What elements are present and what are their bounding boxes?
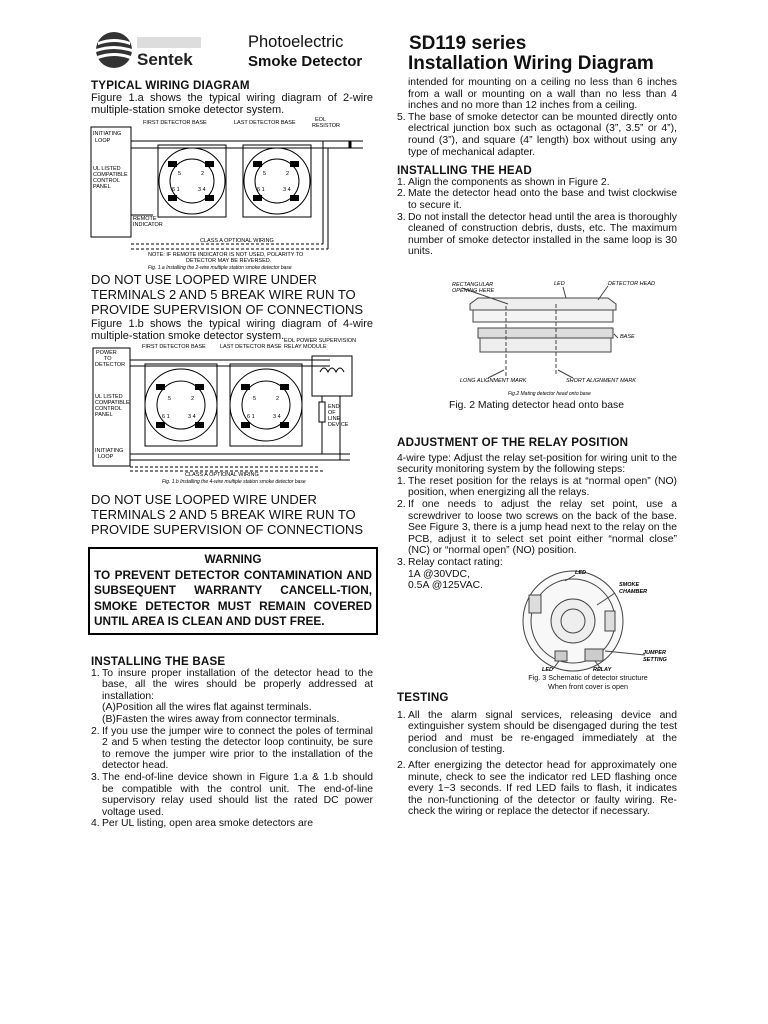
fig1b-intro: Figure 1.b shows the typical wiring diagram of 4-wire multiple-station smoke detector system.	[91, 318, 373, 342]
warning-title: WARNING	[204, 552, 262, 566]
svg-text:5: 5	[263, 171, 267, 177]
fig1b-eol-device-4: DEVICE	[328, 422, 349, 428]
fig1b-panel-2: COMPATIBLE	[95, 400, 130, 406]
fig1b-eol-device-3: LINE	[328, 416, 341, 422]
fig1b-eol-relay-2: RELAY MODULE	[284, 344, 327, 350]
head-list	[397, 177, 677, 258]
fig1b-class-a: CLASS A OPTIONAL WIRING	[185, 472, 259, 478]
fig1b-init-2: LOOP	[98, 454, 114, 460]
list-item: 2. Mate the detector head onto the base and twist clockwise to secure it.	[397, 188, 677, 211]
base-list	[91, 668, 373, 830]
relay-heading: ADJUSTMENT OF THE RELAY POSITION	[397, 436, 629, 449]
svg-text:3 4: 3 4	[273, 414, 281, 420]
list-item: 1. All the alarm signal services, releasing device and extinguisher system should be disengaged during the test period and must be re-engaged immediately at the conclusion of testing.	[397, 709, 677, 756]
list-item: 3. Relay contact rating:	[397, 556, 503, 568]
svg-text:5: 5	[168, 396, 172, 402]
logo-text: Sentek	[137, 50, 193, 69]
warning-text: TO PREVENT DETECTOR CONTAMINATION AND SUBSEQUENT WARRANTY CANCELL-TION, SMOKE DETECTOR MUST REMAIN COVERED UNTIL AREA IS CLEAN AND DUST FREE.	[94, 567, 372, 628]
fig1b-last-base: LAST DETECTOR BASE	[220, 344, 282, 350]
fig1a-panel-2: COMPATIBLE	[93, 172, 128, 178]
base-heading: INSTALLING THE BASE	[91, 655, 226, 668]
svg-text:3 4: 3 4	[198, 187, 206, 193]
fig1a-remote-2: INDICATOR	[133, 222, 163, 228]
fig1b-panel-4: PANEL	[95, 412, 113, 418]
fig3-jumper-2: SETTING	[643, 657, 667, 663]
cont-text: intended for mounting on a ceiling no less than 6 inches from a wall or mounting on a wall than no less than 4 inches and no more than 12 inches from a ceiling.	[408, 77, 677, 112]
fig3-jumper-1: JUMPER	[643, 650, 666, 656]
list-item: (B)Fasten the wires away from connector terminals.	[102, 713, 340, 725]
head-heading: INSTALLING THE HEAD	[397, 164, 532, 178]
testing-section	[397, 692, 677, 818]
fig1a-panel-3: CONTROL	[93, 178, 120, 184]
left-column-2	[91, 272, 373, 342]
fig2-short-mark: SHORT ALIGNMENT MARK	[566, 378, 636, 384]
svg-text:6 1: 6 1	[257, 187, 265, 193]
list-item: 1. To insure proper installation of the detector head to the base, all the wires should be properly addressed at installation:	[91, 667, 373, 702]
list-item: 4. Per UL listing, open area smoke detectors are	[91, 818, 313, 830]
svg-text:2: 2	[201, 171, 205, 177]
logo	[93, 28, 203, 78]
fig3-caption-2: When front cover is open	[548, 681, 628, 691]
rating-1: 1A @30VDC,	[408, 568, 470, 580]
fig2-head: DETECTOR HEAD	[608, 281, 655, 287]
list-item: 5. The base of smoke detector can be mounted directly onto electrical junction box such as octagonal (3”, 3.5” or 4”), round (3”), and square (4” length) box without using any type of mechanical adapter.	[397, 111, 677, 158]
list-item: 2. If one needs to adjust the relay set point, use a screwdriver to loose two screws on the back of the base. See Figure 3, there is a jump head next to the relay on the PCB, adjust it to select set point either “normal close” (NC) or “normal open” (NO) position.	[397, 498, 677, 557]
fig1b-eol-device-1: END	[328, 404, 340, 410]
fig1a-caption: Fig. 1.a Installing the 2-wire multiple station smoke detector base	[148, 265, 292, 271]
fig3-relay: RELAY	[593, 667, 612, 673]
list-item: 3. The end-of-line device shown in Figure 1.a & 1.b should be compatible with the control unit. The end-of-line supervisory relay used should list the rated DC power voltage used.	[91, 771, 373, 818]
fig1b-caption: Fig. 1.b Installing the 4-wire multiple station smoke detector base	[162, 479, 306, 484]
relay-intro: 4-wire type: Adjust the relay set-position for wiring unit to the security monitoring system by the following steps:	[397, 452, 677, 476]
fig2-rect-2: OPENING HERE	[452, 288, 495, 294]
svg-text:3 4: 3 4	[188, 414, 196, 420]
testing-list	[397, 710, 677, 818]
svg-text:5: 5	[178, 171, 182, 177]
right-column	[397, 77, 677, 258]
list-item: 2. If you use the jumper wire to connect the poles of terminal 2 and 5 when testing the detector loop continuity, be sure to remove the jumper wire prior to the installation of the detector head.	[91, 725, 373, 772]
figure-1a	[88, 115, 374, 273]
svg-text:3 4: 3 4	[283, 187, 291, 193]
fig3-led-bottom: LED	[542, 667, 553, 673]
fig1a-remote-1: REMOTE	[133, 216, 157, 222]
fig3-led-top: LED	[575, 570, 586, 576]
left-column-3	[91, 492, 373, 537]
rating-2: 0.5A @125VAC.	[408, 580, 484, 592]
fig1b-panel-3: CONTROL	[95, 406, 122, 412]
relay-list	[397, 476, 677, 569]
fig1b-panel-1: UL LISTED	[95, 394, 123, 400]
list-item: 3. Do not install the detector head until the area is thoroughly cleaned of construction debris, dusts, etc. The maximum number of smoke detector installed in the same loop is 30 units.	[397, 211, 677, 258]
page-title: Installation Wiring Diagram	[408, 53, 654, 74]
base-section	[91, 656, 373, 830]
svg-text:6 1: 6 1	[172, 187, 180, 193]
fig1a-initiating: INITIATING	[93, 131, 122, 137]
fig2-base: BASE	[620, 334, 635, 340]
fig1a-note-1: NOTE: IF REMOTE INDICATOR IS NOT USED, POLARITY TO	[148, 252, 304, 258]
fig2-rect-1: RECTANGULAR	[452, 282, 494, 288]
fig1b-init-1: INITIATING	[95, 448, 124, 454]
fig1b-first-base: FIRST DETECTOR BASE	[142, 344, 206, 350]
header-line1: Photoelectric	[248, 33, 344, 51]
list-item: 1. Align the components as shown in Figure 2.	[397, 176, 610, 188]
fig2-long-mark: LONG ALIGNMENT MARK	[460, 378, 527, 384]
svg-text:2: 2	[286, 171, 290, 177]
svg-text:2: 2	[191, 396, 195, 402]
fig2-small-caption: Fig.2 Mating detector head onto base	[508, 391, 591, 397]
testing-heading: TESTING	[397, 691, 449, 704]
header-line2: Smoke Detector	[248, 53, 363, 70]
list-item: (A)Position all the wires flat against terminals.	[102, 702, 312, 714]
fig3-caption	[520, 674, 656, 692]
fig1b-eol-relay-1: EOL POWER SUPERVISION	[284, 338, 357, 344]
svg-text:5: 5	[253, 396, 257, 402]
svg-text:6 1: 6 1	[162, 414, 170, 420]
fig3-chamber-1: SMOKE	[619, 582, 640, 588]
warning-box	[88, 547, 378, 635]
svg-text:6 1: 6 1	[247, 414, 255, 420]
fig1a-intro: Figure 1.a shows the typical wiring diagram of 2-wire multiple-station smoke detector system.	[91, 91, 373, 116]
notice-2: DO NOT USE LOOPED WIRE UNDER TERMINALS 2 AND 5 BREAK WIRE RUN TO PROVIDE SUPERVISION OF CONNECTIONS	[91, 492, 364, 537]
fig1b-power-1: POWER	[96, 350, 117, 356]
fig1a-loop: LOOP	[95, 138, 111, 144]
fig1a-first-base: FIRST DETECTOR BASE	[143, 120, 207, 126]
fig1a-eol: EOL	[315, 117, 327, 123]
left-column	[91, 80, 373, 116]
svg-text:2: 2	[276, 396, 280, 402]
figure-2	[448, 278, 678, 400]
fig1a-resistor: RESISTOR	[312, 123, 341, 129]
list-item: 1. The reset position for the relays is at “normal open” (NO) position, when energizing all the relays.	[397, 475, 677, 499]
fig1a-note-2: DETECTOR MAY BE REVERSED.	[186, 258, 272, 264]
fig1a-panel-1: UL LISTED	[93, 166, 121, 172]
fig2-led: LED	[554, 281, 565, 287]
fig1a-panel-4: PANEL	[93, 184, 111, 190]
typical-heading: TYPICAL WIRING DIAGRAM	[91, 79, 250, 92]
fig1b-power-3: DETECTOR	[95, 362, 126, 368]
fig3-chamber-2: CHAMBER	[619, 589, 648, 595]
fig3-caption-1: Fig. 3 Schematic of detector structure	[528, 673, 648, 682]
fig1a-last-base: LAST DETECTOR BASE	[234, 120, 296, 126]
series-title: SD119 series	[409, 33, 527, 54]
fig1b-power-2: TO	[104, 356, 112, 362]
figure-1b	[90, 336, 374, 484]
fig2-caption: Fig. 2 Mating detector head onto base	[449, 400, 625, 411]
list-item: 2. After energizing the detector head for approximately one minute, check to see the indicator red LED flashing once every 1~3 seconds. If red LED fails to flash, it indicates the non-functioning of the detector or faulty wiring. Re-check the wiring or replace the detector if necessary.	[397, 759, 677, 818]
fig1b-eol-device-2: OF	[328, 410, 336, 416]
fig1a-class-a: CLASS A OPTIONAL WIRING	[200, 238, 274, 244]
notice-1: DO NOT USE LOOPED WIRE UNDER TERMINALS 2 AND 5 BREAK WIRE RUN TO PROVIDE SUPERVISION OF CONNECTIONS	[91, 272, 364, 317]
